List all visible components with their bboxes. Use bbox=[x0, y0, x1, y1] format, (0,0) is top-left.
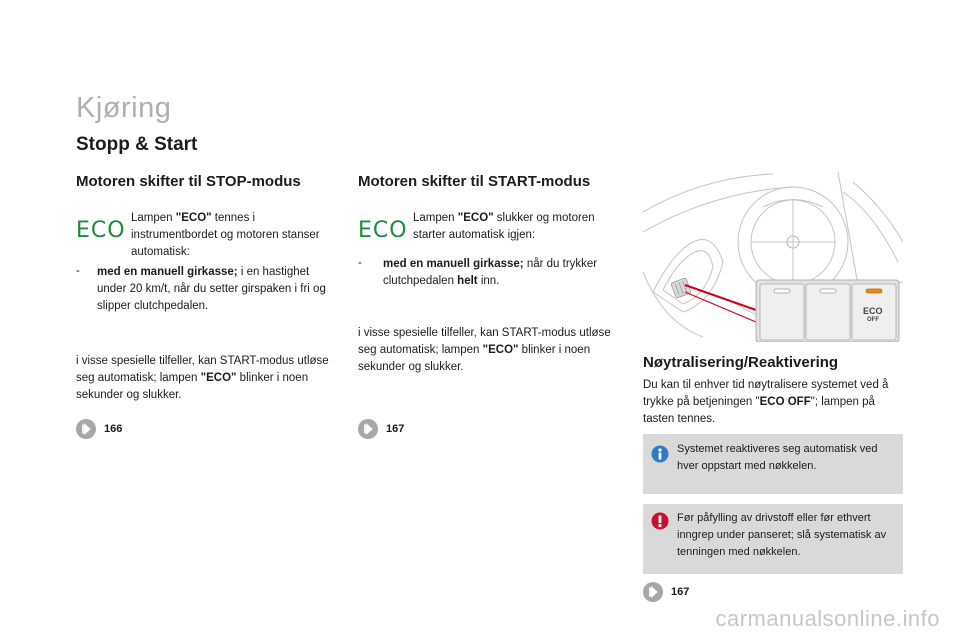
watermark: carmanualsonline.info bbox=[715, 606, 940, 631]
start-bullet-text: med en manuell girkasse; når du trykker clutchpedalen helt inn. bbox=[383, 258, 598, 287]
eco-lamp-icon: ECO bbox=[358, 218, 408, 243]
stop-mode-heading: Motoren skifter til STOP-modus bbox=[76, 173, 301, 190]
ref-number: 166 bbox=[104, 423, 123, 435]
chevron-right-icon bbox=[76, 419, 96, 439]
stop-lamp-text: Lampen "ECO" tennes i instrumentbordet og motoren stanser automatisk: bbox=[131, 212, 320, 258]
start-mode-heading: Motoren skifter til START-modus bbox=[358, 173, 591, 190]
dashboard-illustration bbox=[643, 172, 903, 342]
section-title: Stopp & Start bbox=[76, 134, 198, 155]
bullet-dash: - bbox=[76, 265, 80, 277]
info-note-text: Systemet reaktiveres seg automatisk ved hver oppstart med nøkkelen. bbox=[677, 443, 878, 472]
page-reference-166[interactable] bbox=[76, 419, 122, 439]
ref-number: 167 bbox=[386, 423, 405, 435]
start-special-text: i visse spesielle tilfeller, kan START-modus utløse seg automatisk; lampen "ECO" blinker i noen sekunder og slukker. bbox=[358, 327, 611, 373]
stop-bullet-text: med en manuell girkasse; i en hastighet under 20 km/t, når du setter girspaken i fri og slipper clutchpedalen. bbox=[97, 266, 326, 312]
eco-lamp-icon: ECO bbox=[76, 218, 126, 243]
page-reference-167-right[interactable] bbox=[643, 582, 689, 602]
page-title: Kjøring bbox=[76, 92, 172, 124]
warning-note bbox=[643, 504, 903, 574]
start-lamp-text: Lampen "ECO" slukker og motoren starter automatisk igjen: bbox=[413, 212, 595, 241]
neutralisation-text: Du kan til enhver tid nøytralisere systemet ved å trykke på betjeningen "ECO OFF"; lampen på tasten tennes. bbox=[643, 379, 889, 425]
switch-eco-label: ECO bbox=[863, 306, 883, 316]
chevron-right-icon bbox=[643, 582, 663, 602]
ref-number: 167 bbox=[671, 586, 690, 598]
bullet-dash: - bbox=[358, 257, 362, 269]
page-reference-167[interactable] bbox=[358, 419, 404, 439]
stop-special-text: i visse spesielle tilfeller, kan START-modus utløse seg automatisk; lampen "ECO" blinker i noen sekunder og slukker. bbox=[76, 355, 329, 401]
warning-note-text: Før påfylling av drivstoff eller før ethvert inngrep under panseret; slå systematisk av tenningen med nøkkelen. bbox=[677, 512, 887, 558]
neutralisation-heading: Nøytralisering/Reaktivering bbox=[643, 354, 839, 371]
switch-off-label: OFF bbox=[867, 317, 879, 323]
info-icon bbox=[651, 445, 669, 468]
info-note bbox=[643, 434, 903, 494]
warning-icon bbox=[651, 512, 669, 535]
chevron-right-icon bbox=[358, 419, 378, 439]
